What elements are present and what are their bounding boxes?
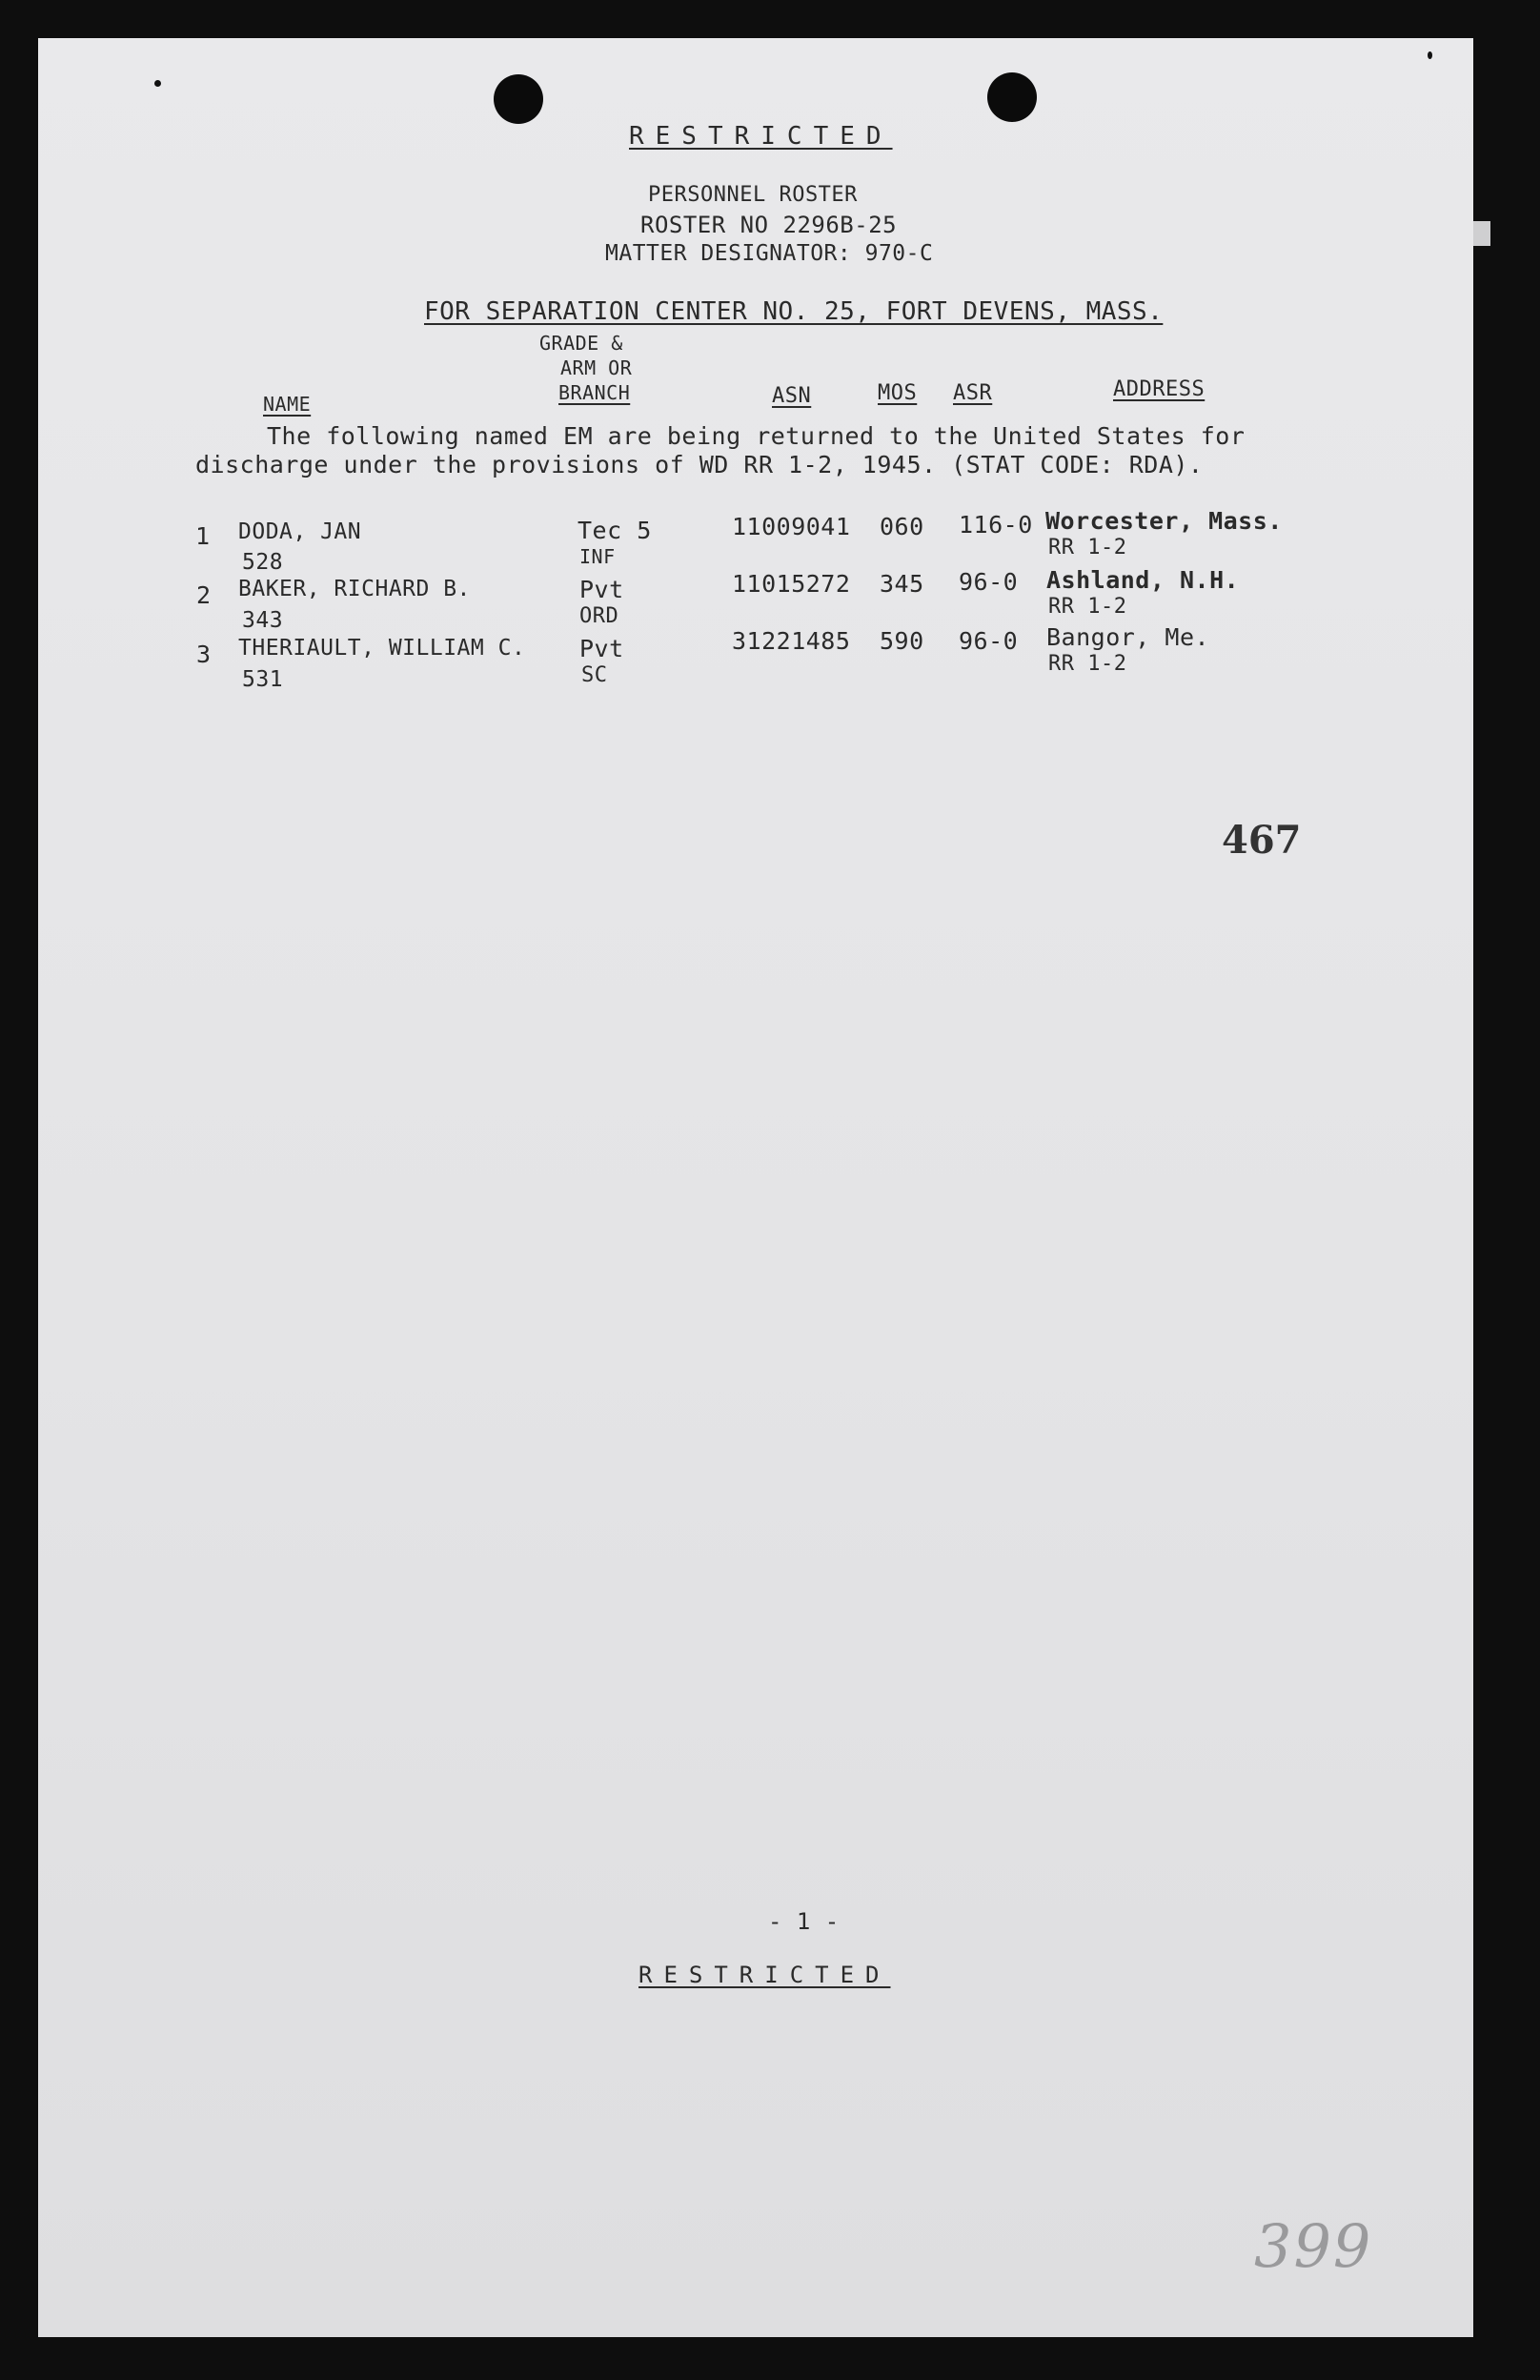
- soldier-mos: 060: [880, 513, 924, 540]
- punch-hole-left: [494, 74, 543, 124]
- soldier-name: BAKER, RICHARD B.: [238, 577, 471, 601]
- soldier-asr: 96-0: [959, 627, 1019, 655]
- soldier-grade: Pvt: [579, 576, 624, 603]
- ink-speck: [154, 80, 161, 87]
- soldier-address-rr: RR 1-2: [1048, 652, 1127, 676]
- intro-line-2: discharge under the provisions of WD RR 1-2, 1945. (STAT CODE: RDA).: [195, 451, 1204, 478]
- classification-top: RESTRICTED: [629, 122, 893, 151]
- name-heading: NAME: [263, 393, 312, 416]
- asn-heading: ASN: [772, 384, 812, 408]
- page-number: - 1 -: [768, 1908, 840, 1935]
- soldier-grade: Pvt: [579, 635, 624, 662]
- soldier-code: 531: [242, 667, 284, 692]
- mos-heading: MOS: [878, 381, 918, 405]
- soldier-address: Bangor, Me.: [1046, 623, 1210, 651]
- row-number: 2: [196, 581, 212, 609]
- roster-number: ROSTER NO 2296B-25: [640, 212, 898, 238]
- soldier-code: 343: [242, 608, 284, 633]
- destination-line: FOR SEPARATION CENTER NO. 25, FORT DEVENS, MASS.: [424, 297, 1164, 326]
- stamped-page-number: 467: [1222, 818, 1302, 863]
- row-number: 3: [196, 641, 212, 668]
- soldier-mos: 345: [880, 570, 924, 598]
- soldier-mos: 590: [880, 627, 924, 655]
- grade-heading-line2: ARM OR: [560, 356, 633, 379]
- soldier-address: Ashland, N.H.: [1046, 566, 1240, 594]
- soldier-asn: 31221485: [732, 627, 851, 655]
- soldier-asr: 96-0: [959, 568, 1019, 596]
- soldier-address-rr: RR 1-2: [1048, 536, 1127, 559]
- soldier-asn: 11009041: [732, 513, 851, 540]
- paper-tab: [1473, 221, 1490, 246]
- intro-line-1: The following named EM are being returned to the United States for: [267, 422, 1246, 450]
- soldier-address: Worcester, Mass.: [1045, 507, 1283, 535]
- soldier-name: THERIAULT, WILLIAM C.: [238, 636, 526, 661]
- document-page: [38, 38, 1473, 2337]
- classification-bottom: RESTRICTED: [638, 1962, 891, 1988]
- grade-heading-line3: BRANCH: [558, 381, 631, 404]
- matter-designator: MATTER DESIGNATOR: 970-C: [605, 241, 934, 266]
- address-heading: ADDRESS: [1113, 377, 1206, 401]
- row-number: 1: [195, 522, 211, 550]
- soldier-address-rr: RR 1-2: [1048, 595, 1127, 619]
- punch-hole-right: [987, 72, 1037, 122]
- soldier-branch: ORD: [579, 604, 619, 628]
- pencil-number: 399: [1254, 2211, 1373, 2281]
- soldier-asn: 11015272: [732, 570, 851, 598]
- soldier-asr: 116-0: [959, 511, 1033, 539]
- soldier-grade: Tec 5: [578, 517, 652, 544]
- ink-speck: [1428, 51, 1432, 59]
- soldier-branch: SC: [581, 663, 608, 687]
- asr-heading: ASR: [953, 381, 993, 405]
- grade-heading-line1: GRADE &: [539, 332, 623, 355]
- soldier-branch: INF: [579, 545, 616, 568]
- soldier-code: 528: [242, 550, 284, 575]
- roster-title: PERSONNEL ROSTER: [648, 183, 858, 207]
- soldier-name: DODA, JAN: [238, 519, 362, 544]
